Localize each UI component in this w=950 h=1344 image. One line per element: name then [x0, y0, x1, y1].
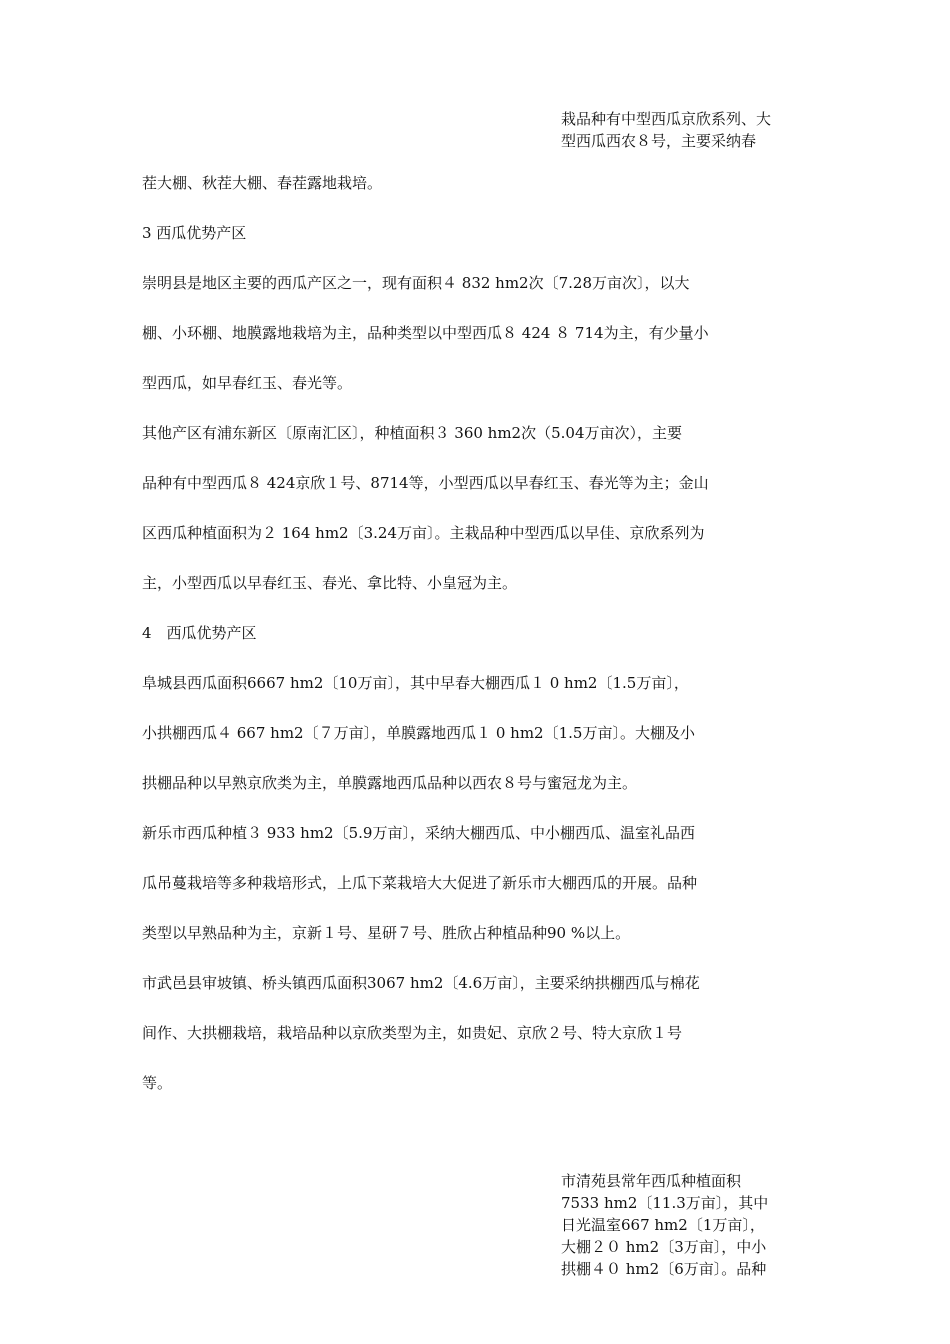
paragraph-line: 区西瓜种植面积为２ 164 hm2〔3.24万亩〕。主栽品种中型西瓜以早佳、京欣系列为 [142, 524, 705, 542]
body-text [142, 171, 822, 1121]
top-right-text-block [561, 108, 771, 152]
paragraph-line: 瓜吊蔓栽培等多种栽培形式，上瓜下菜栽培大大促进了新乐市大棚西瓜的开展。品种 [142, 874, 698, 892]
bottom-block-line: 大棚２０ hm2〔3万亩〕，中小 [561, 1238, 767, 1256]
section-heading: 3 西瓜优势产区 [142, 224, 247, 242]
paragraph-line: 间作、大拱棚栽培，栽培品种以京欣类型为主，如贵妃、京欣２号、特大京欣１号 [142, 1024, 683, 1042]
paragraph-line: 类型以早熟品种为主，京新１号、星研７号、胜欣占种植品种90 %以上。 [142, 924, 631, 942]
paragraph-line: 小拱棚西瓜４ 667 hm2〔７万亩〕，单膜露地西瓜１ 0 hm2〔1.5万亩〕。大棚及小 [142, 724, 695, 742]
paragraph-line: 其他产区有浦东新区〔原南汇区〕，种植面积３ 360 hm2次（5.04万亩次），主要 [142, 424, 682, 442]
bottom-block-line: 拱棚４０ hm2〔6万亩〕。品种 [561, 1260, 767, 1278]
top-block-line: 栽品种有中型西瓜京欣系列、大 [561, 110, 772, 128]
section-heading: 4 西瓜优势产区 [142, 624, 257, 642]
bottom-right-text-block [561, 1170, 768, 1280]
paragraph-line: 茬大棚、秋茬大棚、春茬露地栽培。 [142, 174, 383, 192]
paragraph-line: 崇明县是地区主要的西瓜产区之一，现有面积４ 832 hm2次〔7.28万亩次〕，以大 [142, 274, 690, 292]
paragraph-line: 品种有中型西瓜８ 424京欣１号、8714等，小型西瓜以早春红玉、春光等为主；金山 [142, 474, 709, 492]
bottom-block-line: 日光温室667 hm2〔1万亩〕， [561, 1216, 765, 1234]
top-block-line: 型西瓜西农８号，主要采纳春 [561, 132, 757, 150]
bottom-block-line: 7533 hm2〔11.3万亩〕，其中 [561, 1194, 769, 1212]
paragraph-line: 新乐市西瓜种植３ 933 hm2〔5.9万亩〕，采纳大棚西瓜、中小棚西瓜、温室礼品西 [142, 824, 695, 842]
paragraph-line: 阜城县西瓜面积6667 hm2〔10万亩〕，其中早春大棚西瓜１ 0 hm2〔1.5万亩〕， [142, 674, 689, 692]
bottom-block-line: 市清苑县常年西瓜种植面积 [561, 1172, 742, 1190]
paragraph-line: 主，小型西瓜以早春红玉、春光、拿比特、小皇冠为主。 [142, 574, 518, 592]
paragraph-line: 拱棚品种以早熟京欣类为主，单膜露地西瓜品种以西农８号与蜜冠龙为主。 [142, 774, 638, 792]
paragraph-line: 等。 [142, 1074, 173, 1092]
paragraph-line: 型西瓜，如早春红玉、春光等。 [142, 374, 353, 392]
paragraph-line: 市武邑县审坡镇、桥头镇西瓜面积3067 hm2〔4.6万亩〕，主要采纳拱棚西瓜与棉花 [142, 974, 700, 992]
paragraph-line: 棚、小环棚、地膜露地栽培为主，品种类型以中型西瓜８ 424 ８ 714为主，有少量小 [142, 324, 709, 342]
